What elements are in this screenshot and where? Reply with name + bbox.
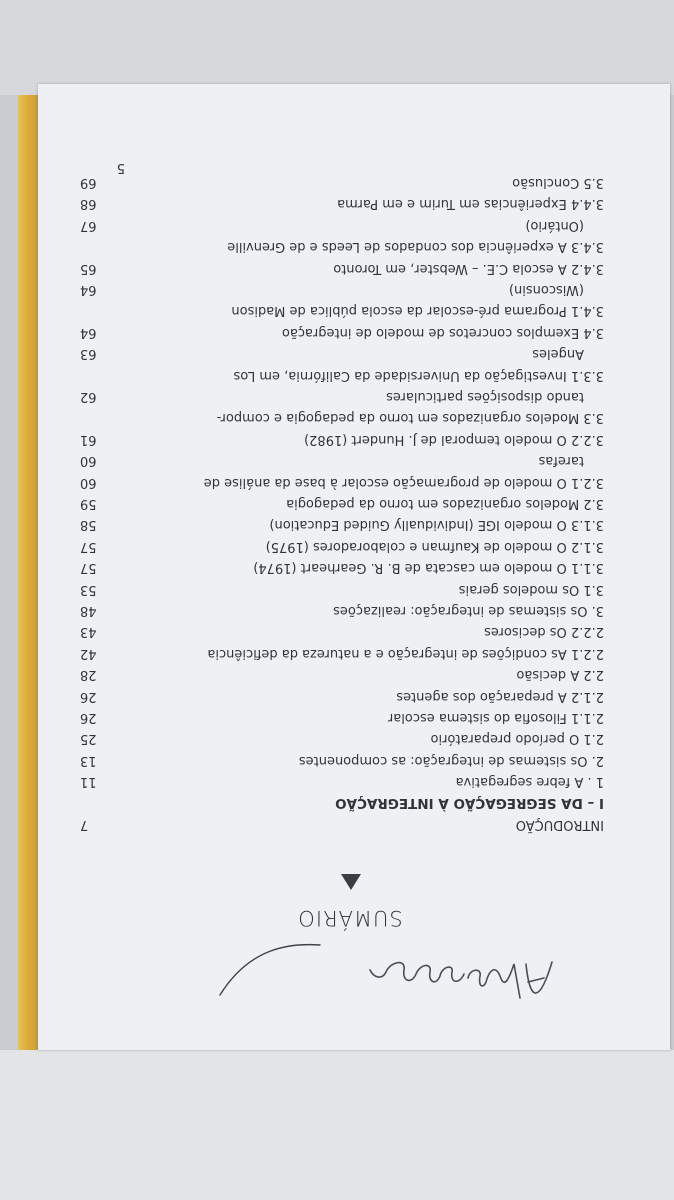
toc-entry: [80, 172, 670, 192]
toc-entry-page: 43: [80, 624, 97, 640]
toc-entry: [80, 450, 670, 470]
table-of-contents: [38, 84, 670, 1050]
toc-entry: [80, 407, 670, 427]
toc-entry: [80, 600, 670, 620]
toc-entry-title: 2.2.2 Os decisores: [484, 624, 604, 640]
toc-entry-title: 1 . A febre segregativa: [455, 774, 604, 790]
toc-entry-page: 62: [80, 389, 97, 404]
toc-entry-title: 3.1.1 O modelo em cascata de B. R. Gearheart (1974): [253, 560, 604, 576]
toc-entry: [80, 728, 670, 748]
toc-entry-title: 3.3.1 Investigação da Universidade da Califórnia, em Los: [233, 367, 604, 383]
toc-entry-title: (Ontário): [525, 217, 584, 233]
toc-entry-title: (Wisconsin): [508, 282, 584, 297]
toc-entry-title: 3.5 Conclusão: [512, 175, 604, 190]
toc-entry: [80, 236, 670, 256]
toc-entry-title: 2.1.2 A preparação dos agentes: [396, 688, 604, 704]
toc-entry: [80, 686, 670, 706]
page-content-rotated: [38, 84, 670, 1050]
toc-entry-title: 3.4.4 Experiências em Turim e em Parma: [337, 196, 604, 212]
toc-entry-page: 48: [80, 603, 97, 618]
toc-entry-page: 58: [80, 517, 97, 533]
toc-entry-title: 3.4.1 Programa pré-escolar da escola pública de Madison: [231, 303, 604, 319]
toc-entry: [80, 771, 670, 791]
toc-entry: [80, 621, 670, 641]
book-page: [38, 84, 670, 1050]
toc-entry-title: Angeles: [532, 346, 584, 362]
toc-entry-page: 53: [80, 581, 97, 597]
toc-entry: [80, 707, 670, 727]
toc-entry-page: 68: [80, 196, 97, 212]
toc-entry: [80, 215, 670, 235]
toc-entry: [80, 750, 670, 770]
toc-entry-page: 13: [80, 752, 97, 768]
toc-entry-title: 2.2.1 As condições de integração e a natureza da deficiência: [207, 645, 604, 661]
toc-entry: [80, 664, 670, 684]
toc-entry: [80, 793, 670, 813]
toc-entry-page: 61: [80, 431, 97, 447]
toc-entry-title: 3.4.2 A escola C.E. – Webster, em Toronto: [333, 260, 604, 276]
toc-entry: [80, 279, 670, 299]
toc-entry: [80, 386, 670, 406]
toc-entry-title: 2. Os sistemas de integração: as componentes: [298, 752, 604, 768]
toc-entry: [80, 643, 670, 663]
toc-entry-title: 3.1.2 O modelo de Kaufman e colaboradores (1975): [265, 538, 604, 554]
toc-entry-page: 64: [80, 324, 97, 340]
toc-entry-title: 3.1 Os modelos gerais: [458, 581, 604, 597]
toc-entry-title: 3.2.2 O modelo temporal de J. Hundert (1982): [304, 431, 604, 447]
toc-entry-page: 64: [80, 282, 97, 297]
toc-entry: [80, 579, 670, 599]
toc-entry-page: 57: [80, 538, 97, 554]
toc-entry-page: 59: [80, 496, 97, 511]
toc-entry-title: 3.1.3 O modelo IGE (Individually Guided Education): [269, 517, 604, 533]
background-bottom: [0, 1050, 674, 1200]
toc-entry-title: 3.2.1 O modelo de programação escolar à base da análise de: [203, 474, 604, 490]
toc-entry-page: 28: [80, 667, 97, 683]
background-top: [0, 0, 674, 95]
toc-entry: [80, 429, 670, 449]
toc-entry-page: 42: [80, 645, 97, 661]
toc-entry-page: 67: [80, 217, 97, 233]
toc-entry-title: 2.2 A decisão: [516, 667, 604, 683]
toc-entry-page: 26: [80, 688, 97, 704]
toc-entry-title: tarefas: [538, 453, 584, 469]
toc-entry-page: 60: [80, 474, 97, 490]
toc-entry: [80, 343, 670, 363]
toc-entry-page: 11: [80, 774, 97, 790]
toc-entry: [80, 557, 670, 577]
toc-entry: [80, 493, 670, 513]
toc-entry: [80, 300, 670, 320]
page-title: SUMÁRIO: [297, 906, 403, 930]
toc-entry: [80, 258, 670, 278]
book-cover-edge: [18, 95, 38, 1050]
toc-entry-title: 3. Os sistemas de integração: realizações: [333, 603, 604, 618]
page-number: 5: [116, 160, 125, 175]
toc-entry-page: 69: [80, 175, 97, 190]
toc-entry-title: 3.4 Exemplos concretos de modelo de integração: [281, 324, 604, 340]
toc-entry-title: I – DA SEGREGAÇÃO À INTEGRAÇÃO: [335, 794, 604, 811]
toc-entry-title: tando disposições particulares: [386, 389, 584, 404]
toc-entry-page: 65: [80, 260, 97, 276]
toc-entry-title: 2.1 O período preparatório: [430, 731, 604, 747]
toc-entry: [80, 536, 670, 556]
toc-entry-title: INTRODUÇÃO: [515, 817, 604, 832]
toc-entry-page: 60: [80, 453, 97, 469]
toc-entry-page: 25: [80, 731, 97, 747]
toc-entry: [80, 814, 670, 834]
toc-entry-page: 26: [80, 710, 97, 725]
toc-entry-title: 3.3 Modelos organizados em torno da pedagogia e compor-: [216, 410, 604, 426]
toc-entry: [80, 365, 670, 385]
toc-entry: [80, 322, 670, 342]
toc-entry: [80, 193, 670, 213]
toc-entry-page: 63: [80, 346, 97, 362]
toc-entry-page: 57: [80, 560, 97, 576]
toc-entry-page: 7: [80, 817, 89, 832]
toc-entry: [80, 472, 670, 492]
toc-entry-title: 3.4.3 A experiência dos condados de Leeds e de Grenville: [227, 239, 604, 255]
toc-entry: [80, 514, 670, 534]
toc-entry-title: 3.2 Modelos organizados em torno da pedagogia: [286, 496, 604, 511]
toc-entry-title: 2.1.1 Filosofia do sistema escolar: [387, 710, 604, 725]
